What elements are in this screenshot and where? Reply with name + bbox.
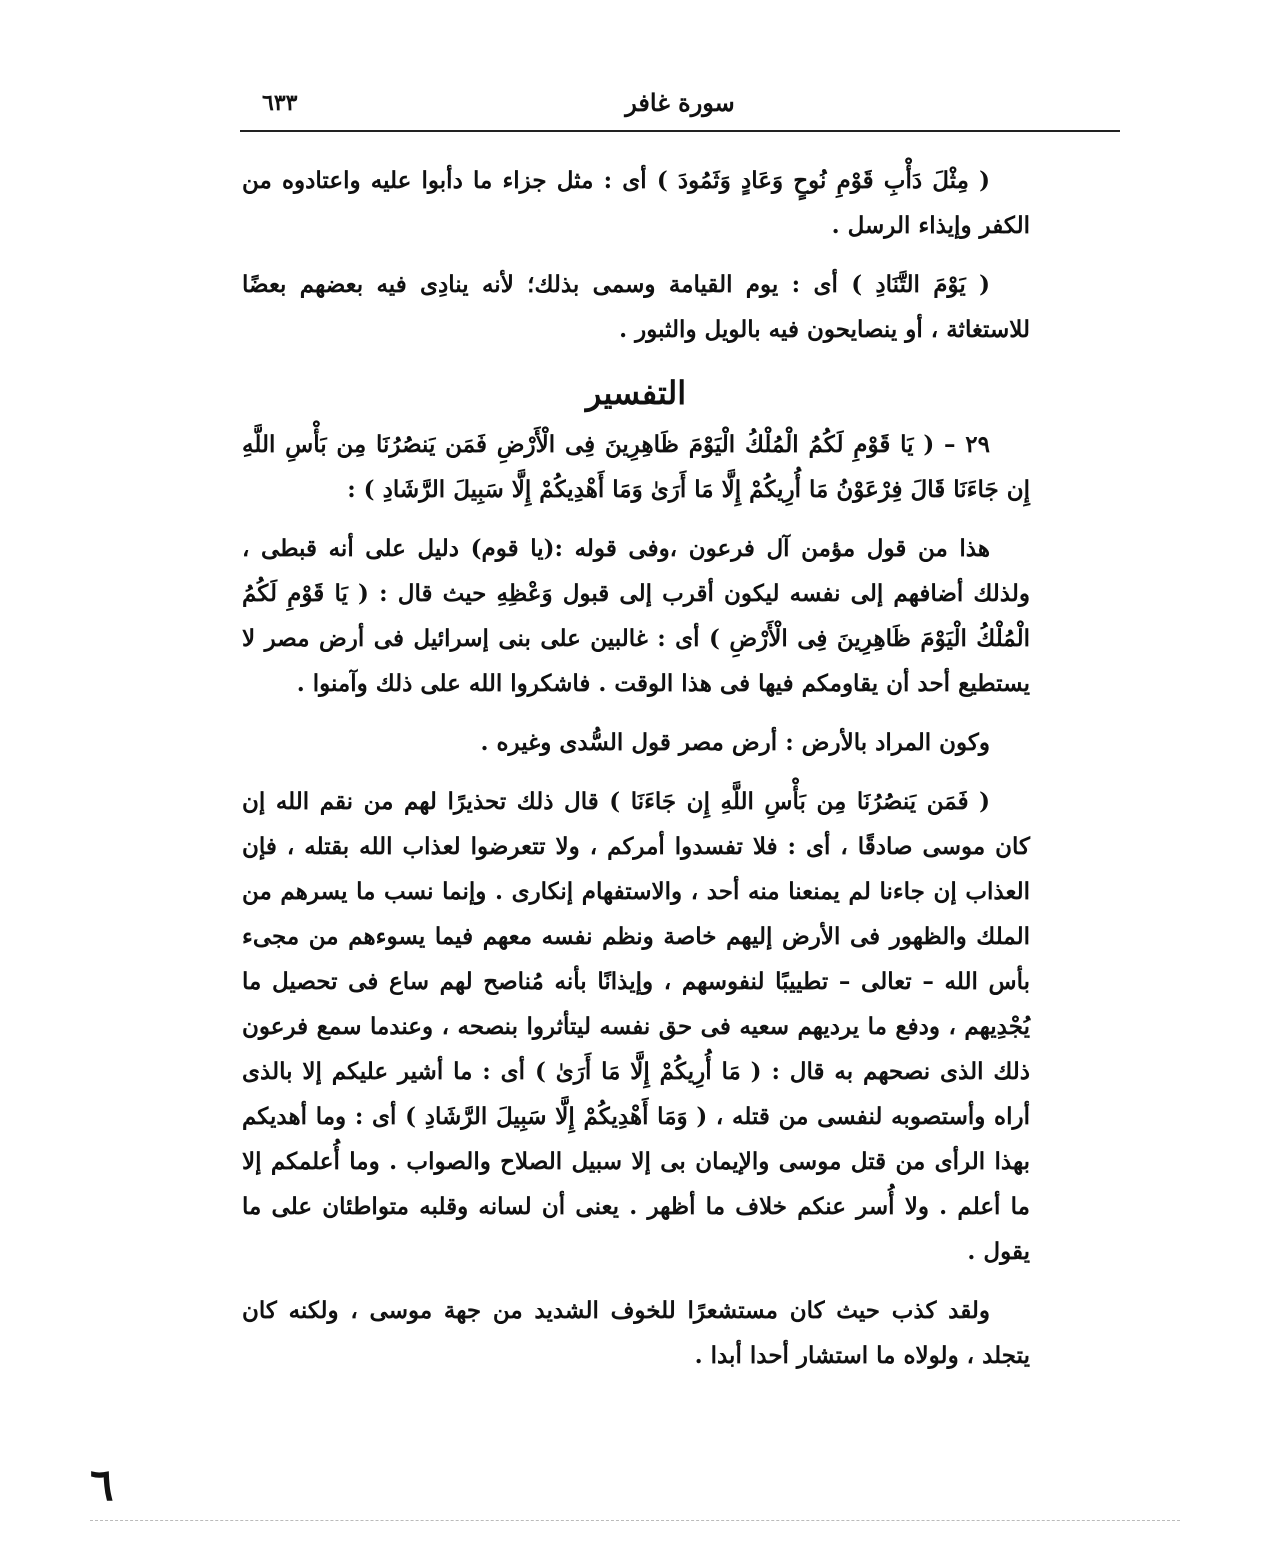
commentary-paragraph: وكون المراد بالأرض : أرض مصر قول السُّدى وغيره . xyxy=(480,729,990,756)
page-number: ٦٣٣ xyxy=(262,90,298,116)
commentary-paragraph: هذا من قول مؤمن آل فرعون ،وفى قوله :(يا قوم) دليل على أنه قبطى ، ولذلك أضافهم إلى نفسه ليكون أقرب إلى قبول وَعْظِهِ حيث قال : ( يَا قَوْمِ لَكُمُ الْمُلْكُ الْيَوْمَ ظَاهِرِينَ فِى الْأَرْضِ ) أى : غالبين على بنى إسرائيل فى أرض مصر لا يستطيع أحد أن يقاومكم فيها فى هذا الوقت . فاشكروا الله على ذلك وآمنوا . xyxy=(242,535,1030,697)
glossary-paragraph: ( يَوْمَ التَّنَادِ ) أى : يوم القيامة وسمى بذلك؛ لأنه ينادِى فيه بعضهم بعضًا للاستغاثة ، أو ينصايحون فيه بالويل والثبور . xyxy=(242,271,1030,343)
glossary-paragraph: ( مِثْلَ دَأْبِ قَوْمِ نُوحٍ وَعَادٍ وَثَمُودَ ) أى : مثل جزاء ما دأبوا عليه واعتادوه من الكفر وإيذاء الرسل . xyxy=(242,167,1030,239)
commentary-paragraph: ولقد كذب حيث كان مستشعرًا للخوف الشديد من جهة موسى ، ولكنه كان يتجلد ، ولولاه ما استشار أحدا أبدا . xyxy=(242,1297,1030,1369)
commentary-paragraph: ( فَمَن يَنصُرُنَا مِن بَأْسِ اللَّهِ إِن جَاءَنَا ) قال ذلك تحذيرًا لهم من نقم الله إن كان موسى صادقًا ، أى : فلا تفسدوا أمركم ، ولا تتعرضوا لعذاب الله بقتله ، فإن العذاب إن جاءنا لم يمنعنا منه أحد ، والاستفهام إنكارى . وإنما نسب ما يسرهم من الملك والظهور فى الأرض إليهم خاصة ونظم نفسه معهم فيما يسوءهم من مجىء بأس الله – تعالى – تطييبًا لنفوسهم ، وإيذانًا بأنه مُناصح لهم ساع فى تحصيل ما يُجْدِيهم ، ودفع ما يرديهم سعيه فى حق نفسه ليتأثروا بنصحه ، وعندما سمع فرعون ذلك الذى نصحهم به قال : ( مَا أُرِيكُمْ إِلَّا مَا أَرَىٰ ) أى : ما أشير عليكم إلا بالذى أراه وأستصوبه لنفسى من قتله ، ( وَمَا أَهْدِيكُمْ إِلَّا سَبِيلَ الرَّشَادِ ) أى : وما أهديكم بهذا الرأى من قتل موسى والإيمان بى إلا سبيل الصلاح والصواب . وما أُعلمكم إلا ما أعلم . ولا أُسر عنكم خلاف ما أظهر . يعنى أن لسانه وقلبه متواطئان على ما يقول . xyxy=(242,788,1030,1265)
verse-text: – ( يَا قَوْمِ لَكُمُ الْمُلْكُ الْيَوْمَ ظَاهِرِينَ فِى الْأَرْضِ فَمَن يَنصُرُنَا مِن بَأْسِ اللَّهِ إِن جَاءَنَا قَالَ فِرْعَوْنُ مَا أُرِيكُمْ إِلَّا مَا أَرَىٰ وَمَا أَهْدِيكُمْ إِلَّا سَبِيلَ الرَّشَادِ ) : xyxy=(242,431,1030,503)
page-header xyxy=(240,88,1120,128)
section-heading: التفسير xyxy=(585,374,687,412)
verse-number: ٢٩ xyxy=(965,431,991,458)
signature-mark: ٦ xyxy=(90,1460,114,1511)
surah-title: سورة غافر xyxy=(625,88,735,117)
verse-block xyxy=(242,422,1030,512)
page-body xyxy=(242,158,1030,1392)
header-divider xyxy=(240,130,1120,132)
footer-divider xyxy=(90,1520,1180,1521)
